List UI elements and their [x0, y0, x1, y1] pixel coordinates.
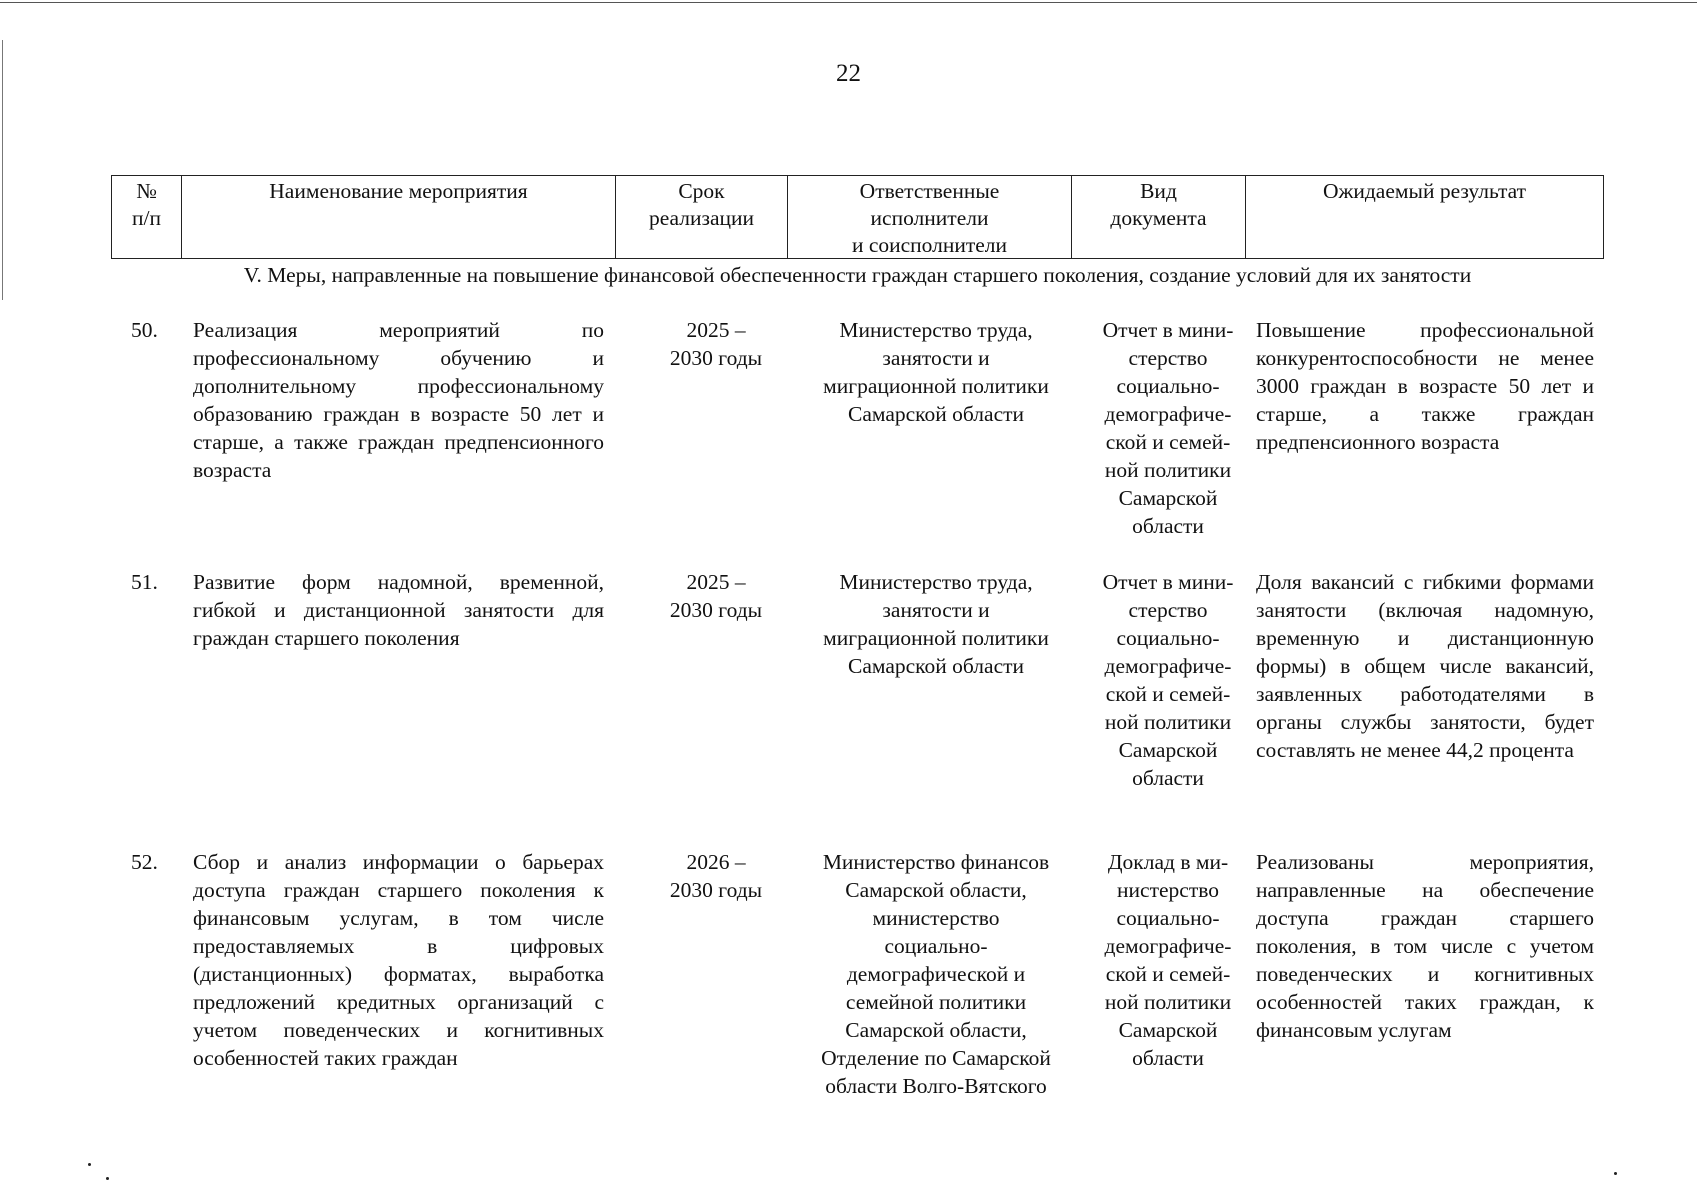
header-num: № п/п: [112, 176, 182, 258]
scan-edge-top: [0, 2, 1697, 3]
scan-speck: [1614, 1172, 1617, 1175]
row-name: Сбор и анализ информации о барьерах доступа граждан старшего поколения к финансовым услугам, в том числе предоставляемых в цифровых (дистанционных) форматах, выработка предложений кредитных организаций с учетом поведенческих и когнитивных особенностей таких граждан: [193, 850, 604, 1070]
row-doc-type: Отчет в мини- стерство социально- демографиче- ской и семей- ной политики Самарской области: [1102, 570, 1234, 790]
row-doc-type: Доклад в ми- нистерство социально- демографиче- ской и семей- ной политики Самарской области: [1104, 850, 1232, 1070]
row-num: 52.: [131, 850, 158, 874]
header-doc-type: Вид документа: [1072, 176, 1246, 258]
row-num: 51.: [131, 570, 158, 594]
header-result: Ожидаемый результат: [1322, 179, 1526, 203]
header-responsible: Ответственные исполнители и соисполнители: [788, 176, 1072, 258]
row-name: Реализация мероприятий по профессиональному обучению и дополнительному профессиональному образованию граждан в возрасте 50 лет и старше, а также граждан предпенсионного возраста: [193, 318, 604, 482]
row-responsible: Министерство финансов Самарской области, министерство социально- демографической и семейной политики Самарской области, Отделение по Самарской области Волго-Вятского: [821, 850, 1051, 1098]
row-doc-type: Отчет в мини- стерство социально- демографиче- ской и семей- ной политики Самарской области: [1102, 318, 1234, 538]
row-result: Доля вакансий с гибкими формами занятости (включая надомную, временную и дистанционную формы) в общем числе вакансий, заявленных работодателями в органы службы занятости, будет составлять не менее 44,2 процента: [1256, 570, 1594, 762]
page-number: 22: [836, 60, 861, 87]
scan-speck: [106, 1177, 109, 1180]
row-result: Реализованы мероприятия, направленные на обеспечение доступа граждан старшего поколения, в том числе с учетом поведенческих и когнитивных особенностей таких граждан, к финансовым услугам: [1256, 850, 1594, 1042]
header-term: Срок реализации: [616, 176, 788, 258]
header-name: Наименование мероприятия: [182, 176, 616, 258]
row-result: Повышение профессиональной конкурентоспособности не менее 3000 граждан в возрасте 50 лет и старше, а также граждан предпенсионного возраста: [1256, 318, 1594, 454]
row-term: 2025 – 2030 годы: [669, 318, 763, 370]
section-title: V. Меры, направленные на повышение финансовой обеспеченности граждан старшего поколения, создание условий для их занятости: [243, 263, 1472, 287]
row-responsible: Министерство труда, занятости и миграционной политики Самарской области: [823, 570, 1049, 678]
row-responsible: Министерство труда, занятости и миграционной политики Самарской области: [823, 318, 1049, 426]
row-term: 2025 – 2030 годы: [669, 570, 763, 622]
row-name: Развитие форм надомной, временной, гибкой и дистанционной занятости для граждан старшего поколения: [193, 570, 604, 650]
row-term: 2026 – 2030 годы: [669, 850, 763, 902]
scan-speck: [88, 1163, 91, 1166]
table-header: [111, 175, 1604, 259]
row-num: 50.: [131, 318, 158, 342]
